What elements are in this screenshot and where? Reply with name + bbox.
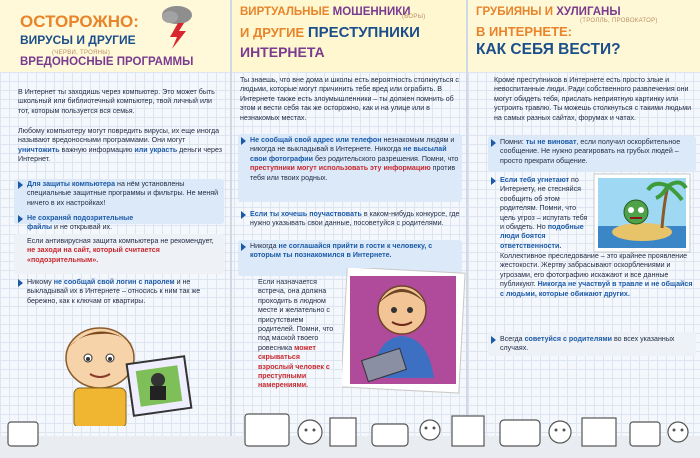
doodle-footer-illustration	[0, 388, 700, 458]
tip-3-highlight: не соглашайся прийти в гости к человеку, с которым ты познакомился в Интернете.	[250, 242, 433, 260]
tip-1-text: , если получил оскорбительное сообщение. Не нужно реагировать на грубых людей – просто прекрати общение.	[500, 138, 681, 165]
tip-2-highlight: Если тебя угнетают	[500, 176, 570, 184]
title-line-2a: И ДРУГИЕ	[240, 25, 308, 40]
title-line-2: В ИНТЕРНЕТЕ:	[476, 24, 573, 39]
intro-text: В Интернет ты заходишь через компьютер. Это может быть школьный или библиотечный компьютер, твой личный или тот, которым пользуется вся семья.	[18, 88, 215, 115]
tip-1	[250, 136, 460, 183]
title-line-1a: ВИРТУАЛЬНЫЕ	[240, 6, 333, 18]
tip-1-text-3: против тебя или твоих родных.	[250, 164, 456, 182]
tip-1-text-a: Помни:	[500, 138, 526, 146]
tip-4-highlight: советуйся с родителями	[524, 335, 612, 343]
p3-text: Коллективное преследование – это крайнее проявление жестокости. Жертву забрасывают оскорблениями и угрозами, его фотографию искажают и все данные публикуют.	[500, 252, 688, 289]
tip-2	[250, 210, 460, 229]
intro-text: Кроме преступников в Интернете есть просто злые и невоспитанные люди. Ради собственного развлечения они могут обидеть тебя, прислать неприятную картинку или устроить травлю. Ты можешь столкнуться с такими людьми на самых разных сайтах, форумах и чатах.	[494, 76, 692, 122]
bullet-arrow-icon	[491, 336, 496, 344]
title-note: (ТРОЛЛЬ, ПРОВОКАТОР)	[580, 18, 658, 24]
tip-1-highlight: ты не виноват	[525, 138, 577, 146]
p2-highlight-1: уничтожить	[18, 145, 60, 154]
p3-highlight: Никогда не участвуй в травле и не общайся с людьми, которые обижают других.	[500, 280, 693, 298]
tip-4-text-a: Никому	[27, 278, 54, 286]
tip-1-text: на нём установлены специальные защитные программы и фильтры. Не меняй ничего в их настройках!	[27, 180, 219, 207]
tip-3-text: Если назначается встреча, она должна проходить в людном месте и желательно с присутствием родителей. Помни, что под маской твоего ровесника	[258, 278, 334, 352]
title-line-3: КАК СЕБЯ ВЕСТИ?	[476, 41, 621, 58]
tip-2-highlight-2: подобные люди боятся ответственности.	[500, 223, 584, 250]
tip-4	[500, 335, 694, 354]
tip-1-highlight-3: преступники могут использовать эту информацию	[250, 164, 431, 173]
tip-2-text: по Интернету, не стесняйся сообщить об этом родителям. Помни, что цель угроз – испугать тебя и обидеть. Но	[500, 176, 588, 232]
tip-3-head	[250, 242, 460, 261]
tip-1	[27, 180, 222, 208]
title-line-3: ВРЕДОНОСНЫЕ ПРОГРАММЫ	[20, 56, 194, 68]
tip-4-highlight: не сообщай свой логин с паролем	[53, 278, 175, 286]
p2-text-a: Любому компьютеру могут повредить вирусы, их еще иногда называют вредоносными программами. Они могут	[18, 127, 220, 145]
p2-text-c: деньги через Интернет.	[18, 145, 223, 164]
tip-4-text: во всех указанных случаях.	[500, 335, 675, 353]
storm-cloud-icon	[160, 3, 194, 51]
tip-1	[500, 138, 694, 166]
man-with-laptop-illustration	[342, 268, 466, 394]
title-line-2: ВИРУСЫ И ДРУГИЕ	[20, 33, 136, 47]
tip-2-highlight: Не сохраняй подозрительные файлы	[27, 214, 134, 232]
tip-3-text-a: Никогда	[250, 242, 279, 250]
bullet-arrow-icon	[241, 137, 246, 145]
p2-text-b: важную информацию	[59, 145, 135, 154]
title-line-1b: МОШЕННИКИ	[332, 6, 411, 18]
bullet-arrow-icon	[241, 243, 246, 251]
tip-3-highlight-2: может скрываться взрослый человек с преступными намерениями.	[258, 343, 330, 390]
tip-1-highlight: Не сообщай свой адрес или телефон	[250, 136, 382, 144]
tip-2	[500, 176, 588, 251]
tip-3-text: Если антивирусная защита компьютера не рекомендует,	[27, 237, 214, 245]
tip-4-text-a: Всегда	[500, 335, 525, 343]
tip-2-text: и не открывай их.	[52, 223, 113, 232]
tip-3	[27, 237, 222, 265]
tip-1-text-2: без родительского разрешения. Помни, что	[313, 154, 459, 163]
title-line-2	[240, 25, 420, 41]
tip-2-highlight: Если ты хочешь поучаствовать	[250, 210, 362, 218]
bullet-arrow-icon	[18, 215, 23, 223]
title-line-2b: ПРЕСТУПНИКИ	[307, 24, 420, 41]
bullet-arrow-icon	[241, 211, 246, 219]
bullet-arrow-icon	[491, 139, 496, 147]
bullet-arrow-icon	[491, 177, 496, 185]
tip-2-text: в каком-нибудь конкурсе, где нужно указывать свои данные, посоветуйся с родителями.	[250, 210, 460, 228]
title-line-3: ИНТЕРНЕТА	[240, 44, 325, 60]
title-note: (ВОРЫ)	[402, 14, 426, 20]
title-line-1b: ХУЛИГАНЫ	[556, 6, 621, 18]
tip-3-body	[258, 278, 336, 391]
title-line-1a: ГРУБИЯНЫ И	[476, 6, 557, 18]
paragraph-2	[18, 127, 223, 165]
tip-1-highlight-2: не высылай свои фотографии	[250, 145, 447, 163]
tip-4-text: и не выкладывай их в Интернете – относись к ним так же бережно, как к ключам от квартиры.	[27, 278, 201, 305]
p2-highlight-2: или украсть	[134, 145, 178, 154]
island-troll-illustration	[592, 172, 692, 254]
tip-1-text: незнакомым людям и никогда не выкладывай в Интернете. Никогда	[250, 136, 455, 154]
title-line-1	[240, 6, 411, 18]
bullet-arrow-icon	[18, 181, 23, 189]
intro-text: Ты знаешь, что вне дома и школы есть вероятность столкнуться с людьми, которые могут причинить тебе вред или ограбить. В Интернете также есть злоумышленники – ты должен помнить об этом и вести себя так же осторожно, как и на улице или в незнакомых местах.	[240, 76, 459, 122]
paragraph-3	[500, 252, 694, 299]
title-note: (ЧЕРВИ, ТРОЯНЫ)	[52, 50, 111, 56]
bullet-arrow-icon	[18, 279, 23, 287]
tip-3-highlight: не заходи на сайт, который считается «подозрительным».	[27, 246, 160, 264]
title-line-1: ОСТОРОЖНО:	[20, 12, 139, 31]
tip-2	[27, 214, 147, 233]
tip-4	[27, 278, 222, 306]
tip-1-highlight: Для защиты компьютера	[27, 180, 116, 188]
title-line-1	[476, 6, 621, 18]
